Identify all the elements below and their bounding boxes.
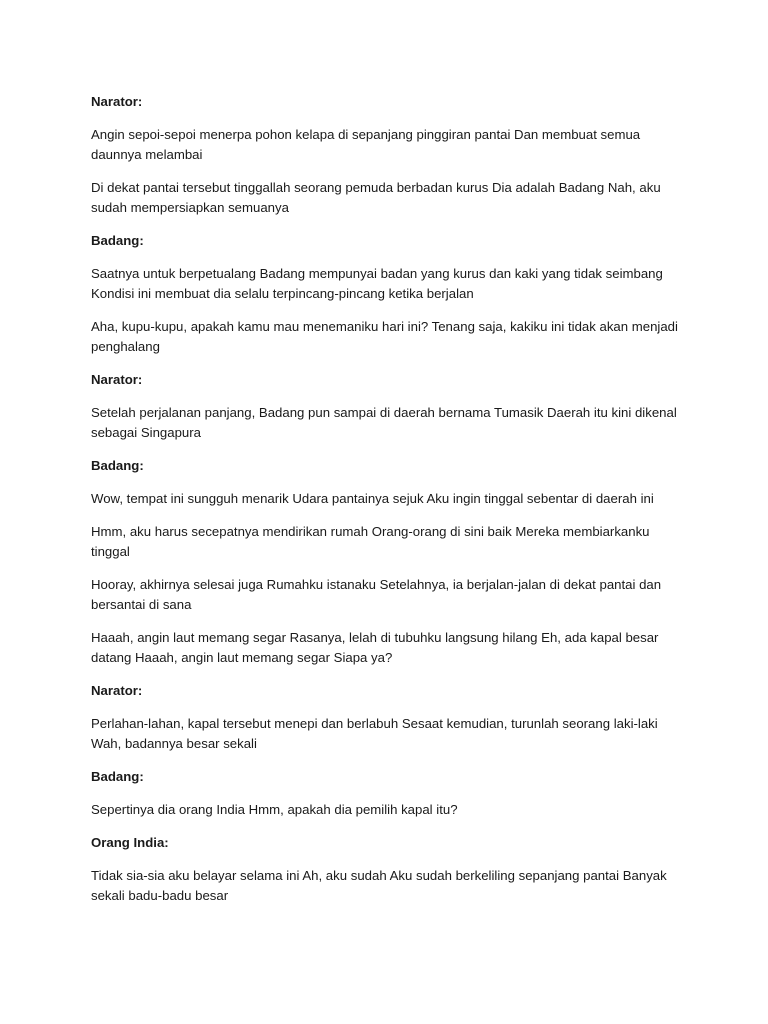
speaker-label: Narator: xyxy=(91,372,143,387)
dialogue-paragraph: Angin sepoi-sepoi menerpa pohon kelapa di sepanjang pinggiran pantai Dan membuat semua daunnya melambai xyxy=(91,127,641,162)
dialogue-paragraph: Saatnya untuk berpetualang Badang mempunyai badan yang kurus dan kaki yang tidak seimbang Kondisi ini membuat dia selalu terpincang-pincang ketika berjalan xyxy=(91,266,663,301)
speaker-label: Badang: xyxy=(91,769,144,784)
dialogue-paragraph: Tidak sia-sia aku belayar selama ini Ah, aku sudah Aku sudah berkeliling sepanjang pantai Banyak sekali badu-badu besar xyxy=(91,868,667,903)
dialogue-paragraph: Hooray, akhirnya selesai juga Rumahku istanaku Setelahnya, ia berjalan-jalan di dekat pantai dan bersantai di sana xyxy=(91,577,662,612)
dialogue-paragraph: Wow, tempat ini sungguh menarik Udara pantainya sejuk Aku ingin tinggal sebentar di daerah ini xyxy=(91,491,654,506)
speaker-label: Badang: xyxy=(91,458,144,473)
dialogue-paragraph: Di dekat pantai tersebut tinggallah seorang pemuda berbadan kurus Dia adalah Badang Nah, aku sudah mempersiapkan semuanya xyxy=(91,180,661,215)
speaker-label: Narator: xyxy=(91,683,143,698)
speaker-label: Badang: xyxy=(91,233,144,248)
speaker-label: Narator: xyxy=(91,94,143,109)
dialogue-paragraph: Hmm, aku harus secepatnya mendirikan rumah Orang-orang di sini baik Mereka membiarkanku tinggal xyxy=(91,524,650,559)
dialogue-paragraph: Perlahan-lahan, kapal tersebut menepi dan berlabuh Sesaat kemudian, turunlah seorang laki-laki Wah, badannya besar sekali xyxy=(91,716,658,751)
speaker-label: Orang India: xyxy=(91,835,169,850)
dialogue-paragraph: Setelah perjalanan panjang, Badang pun sampai di daerah bernama Tumasik Daerah itu kini dikenal sebagai Singapura xyxy=(91,405,677,440)
dialogue-paragraph: Aha, kupu-kupu, apakah kamu mau menemaniku hari ini? Tenang saja, kakiku ini tidak akan menjadi penghalang xyxy=(91,319,678,354)
document-body xyxy=(91,92,691,919)
dialogue-paragraph: Haaah, angin laut memang segar Rasanya, lelah di tubuhku langsung hilang Eh, ada kapal besar datang Haaah, angin laut memang segar Siapa ya? xyxy=(91,630,659,665)
dialogue-paragraph: Sepertinya dia orang India Hmm, apakah dia pemilih kapal itu? xyxy=(91,802,458,817)
